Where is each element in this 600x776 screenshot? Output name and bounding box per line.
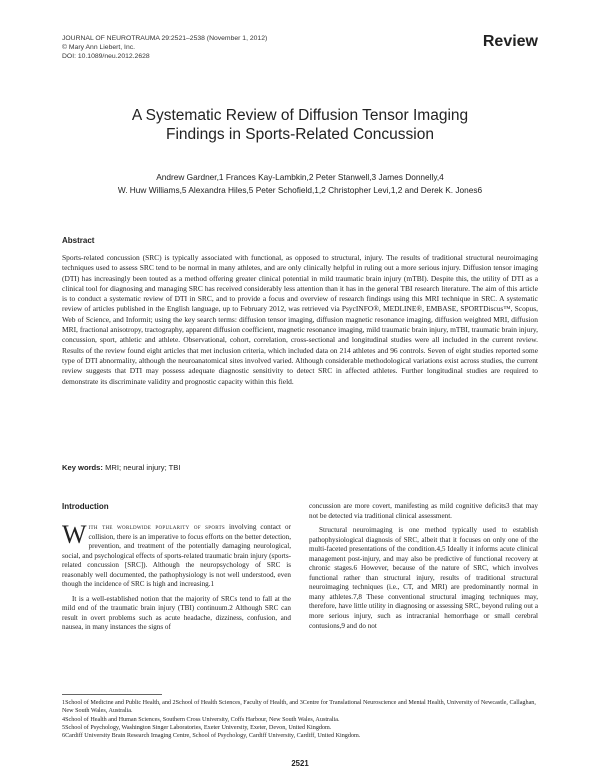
intro-paragraph-4: Structural neuroimaging is one method typically used to establish pathophysiological diagnosis of SRC, albeit that it focuses on only one of the multi-faceted presentations of the condition.4,5 Ideally it informs acute clinical management post-injury, and may also be predictive of functional recovery at chronic stages.6 However, because of the nature of SRC, which involves functional rather than structural injury, results of traditional structural neuroimaging techniques (i.e., CT, and MRI) are predominantly normal in many athletes.7,8 These conventional structural imaging techniques may, therefore, have little utility in diagnosing or assessing SRC, beyond ruling out a more serious injury, such as intracranial hemorrhage or small cerebral contusions,9 and do not — [309, 526, 538, 630]
section-label: Review — [482, 33, 538, 50]
footnote-affiliation-4: 4School of Health and Human Sciences, Southern Cross University, Coffs Harbour, New South Wales, Australia. — [62, 716, 340, 723]
authors-line-1: Andrew Gardner,1 Frances Kay-Lambkin,2 Peter Stanwell,3 James Donnelly,4 — [156, 172, 444, 182]
authors-line-2: W. Huw Williams,5 Alexandra Hiles,5 Peter Schofield,1,2 Christopher Levi,1,2 and Derek K. Jones6 — [117, 185, 483, 195]
footnote-affiliation-1: 1School of Medicine and Public Health, and 2School of Health Sciences, Faculty of Health, and 3Centre for Translational Neuroscience and Mental Health, University of Newcastle, Callaghan, New South Wales, Australia. — [62, 700, 536, 715]
keywords-line — [62, 463, 180, 472]
keywords-label: Key words: — [62, 463, 103, 472]
footnote-divider — [62, 694, 162, 695]
keywords-values: MRI; neural injury; TBI — [105, 463, 181, 472]
drop-cap: W — [62, 520, 87, 549]
article-title — [40, 106, 560, 144]
author-list — [40, 171, 560, 197]
intro-right-column — [309, 502, 538, 636]
title-line-2: Findings in Sports-Related Concussion — [166, 126, 434, 143]
intro-paragraph-3: concussion are more covert, manifesting as mild cognitive deficits3 that may not be detected via traditional clinical assessment. — [309, 502, 538, 520]
lead-smallcaps: ith the worldwide popularity of sports — [88, 523, 226, 531]
abstract-text: Sports-related concussion (SRC) is typically associated with functional, as opposed to structural, injury. The results of traditional structural neuroimaging techniques used to assess SRC tend to be normal in many athletes, and are only clinically helpful in ruling out a more serious injury. Diffusion tensor imaging (DTI) has increasingly been touted as a method offering greater clinical potential in mild traumatic brain injury (mTBI). Despite this, the utility of DTI as a clinical tool for diagnosing and managing SRC has received considerably less attention than it has in the general TBI research literature. The aim of this article is to conduct a systematic review of DTI in SRC, and to provide a focus and overview of research findings using this MRI technique in SRC. A systematic review of articles published in the English language, up to February 2012, was retrieved via PsycINFO®, MEDLINE®, EMBASE, SPORTDiscus™, Scopus, Web of Science, and Informit; using the key search terms: diffusion tensor imaging, diffusion magnetic resonance imaging, diffusion weighted MRI, diffusion MRI, fractional anisotropy, tractography, apparent diffusion coefficient, magnetic resonance imaging, mild traumatic brain injury, mTBI, traumatic brain injury, concussion, sport, athletic and athlete. Observational, cohort, correlation, cross-sectional and longitudinal studies were all included in the current review. Results of the review found eight articles that met inclusion criteria, which included data on 214 athletes and 96 controls. Seven of eight studies reported some type of DTI abnormality, although the neuroanatomical sites involved varied. Although considerable methodological variations exist across studies, the current review suggests that DTI may possess adequate diagnostic sensitivity to detect SRC in affected athletes. Further longitudinal studies are required to demonstrate its discriminate validity and prognostic capacity within this field. — [62, 253, 538, 386]
intro-paragraph-1-rest: involving contact or collision, there is an imperative to focus efforts on the better detection, prevention, and treatment of the potentially damaging neurological, social, and psychological effects of sports-related traumatic brain injury (sports-related concussion [SRC]). Although the neuropsychology of SRC is reasonably well documented, the pathophysiology is not well understood, even though the incidence of SRC is high and increasing.1 — [62, 523, 292, 589]
copyright-line: © Mary Ann Liebert, Inc. — [62, 44, 136, 51]
abstract-heading: Abstract — [62, 236, 95, 245]
footnote-affiliation-5: 5School of Psychology, Washington Singer Laboratories, Exeter University, Exeter, Devon, United Kingdom. — [62, 724, 332, 731]
intro-paragraph-1 — [62, 520, 292, 590]
intro-paragraph-2: It is a well-established notion that the majority of SRCs tend to fall at the mild end of the traumatic brain injury (TBI) continuum.2 Although SRC can result in overt problems such as acute headache, dizziness, confusion, and nausea, in many instances the signs of — [62, 594, 291, 632]
affiliation-footnotes — [62, 699, 538, 740]
journal-citation: JOURNAL OF NEUROTRAUMA 29:2521–2538 (November 1, 2012) — [62, 35, 268, 42]
title-line-1: A Systematic Review of Diffusion Tensor Imaging — [131, 107, 469, 124]
journal-header — [62, 34, 267, 61]
footnote-affiliation-6: 6Cardiff University Brain Research Imaging Centre, School of Psychology, Cardiff University, Cardiff, United Kingdom. — [62, 733, 361, 740]
introduction-heading: Introduction — [62, 502, 109, 511]
page-number: 2521 — [291, 759, 309, 768]
intro-left-column — [62, 520, 292, 638]
doi-line: DOI: 10.1089/neu.2012.2628 — [62, 53, 150, 60]
